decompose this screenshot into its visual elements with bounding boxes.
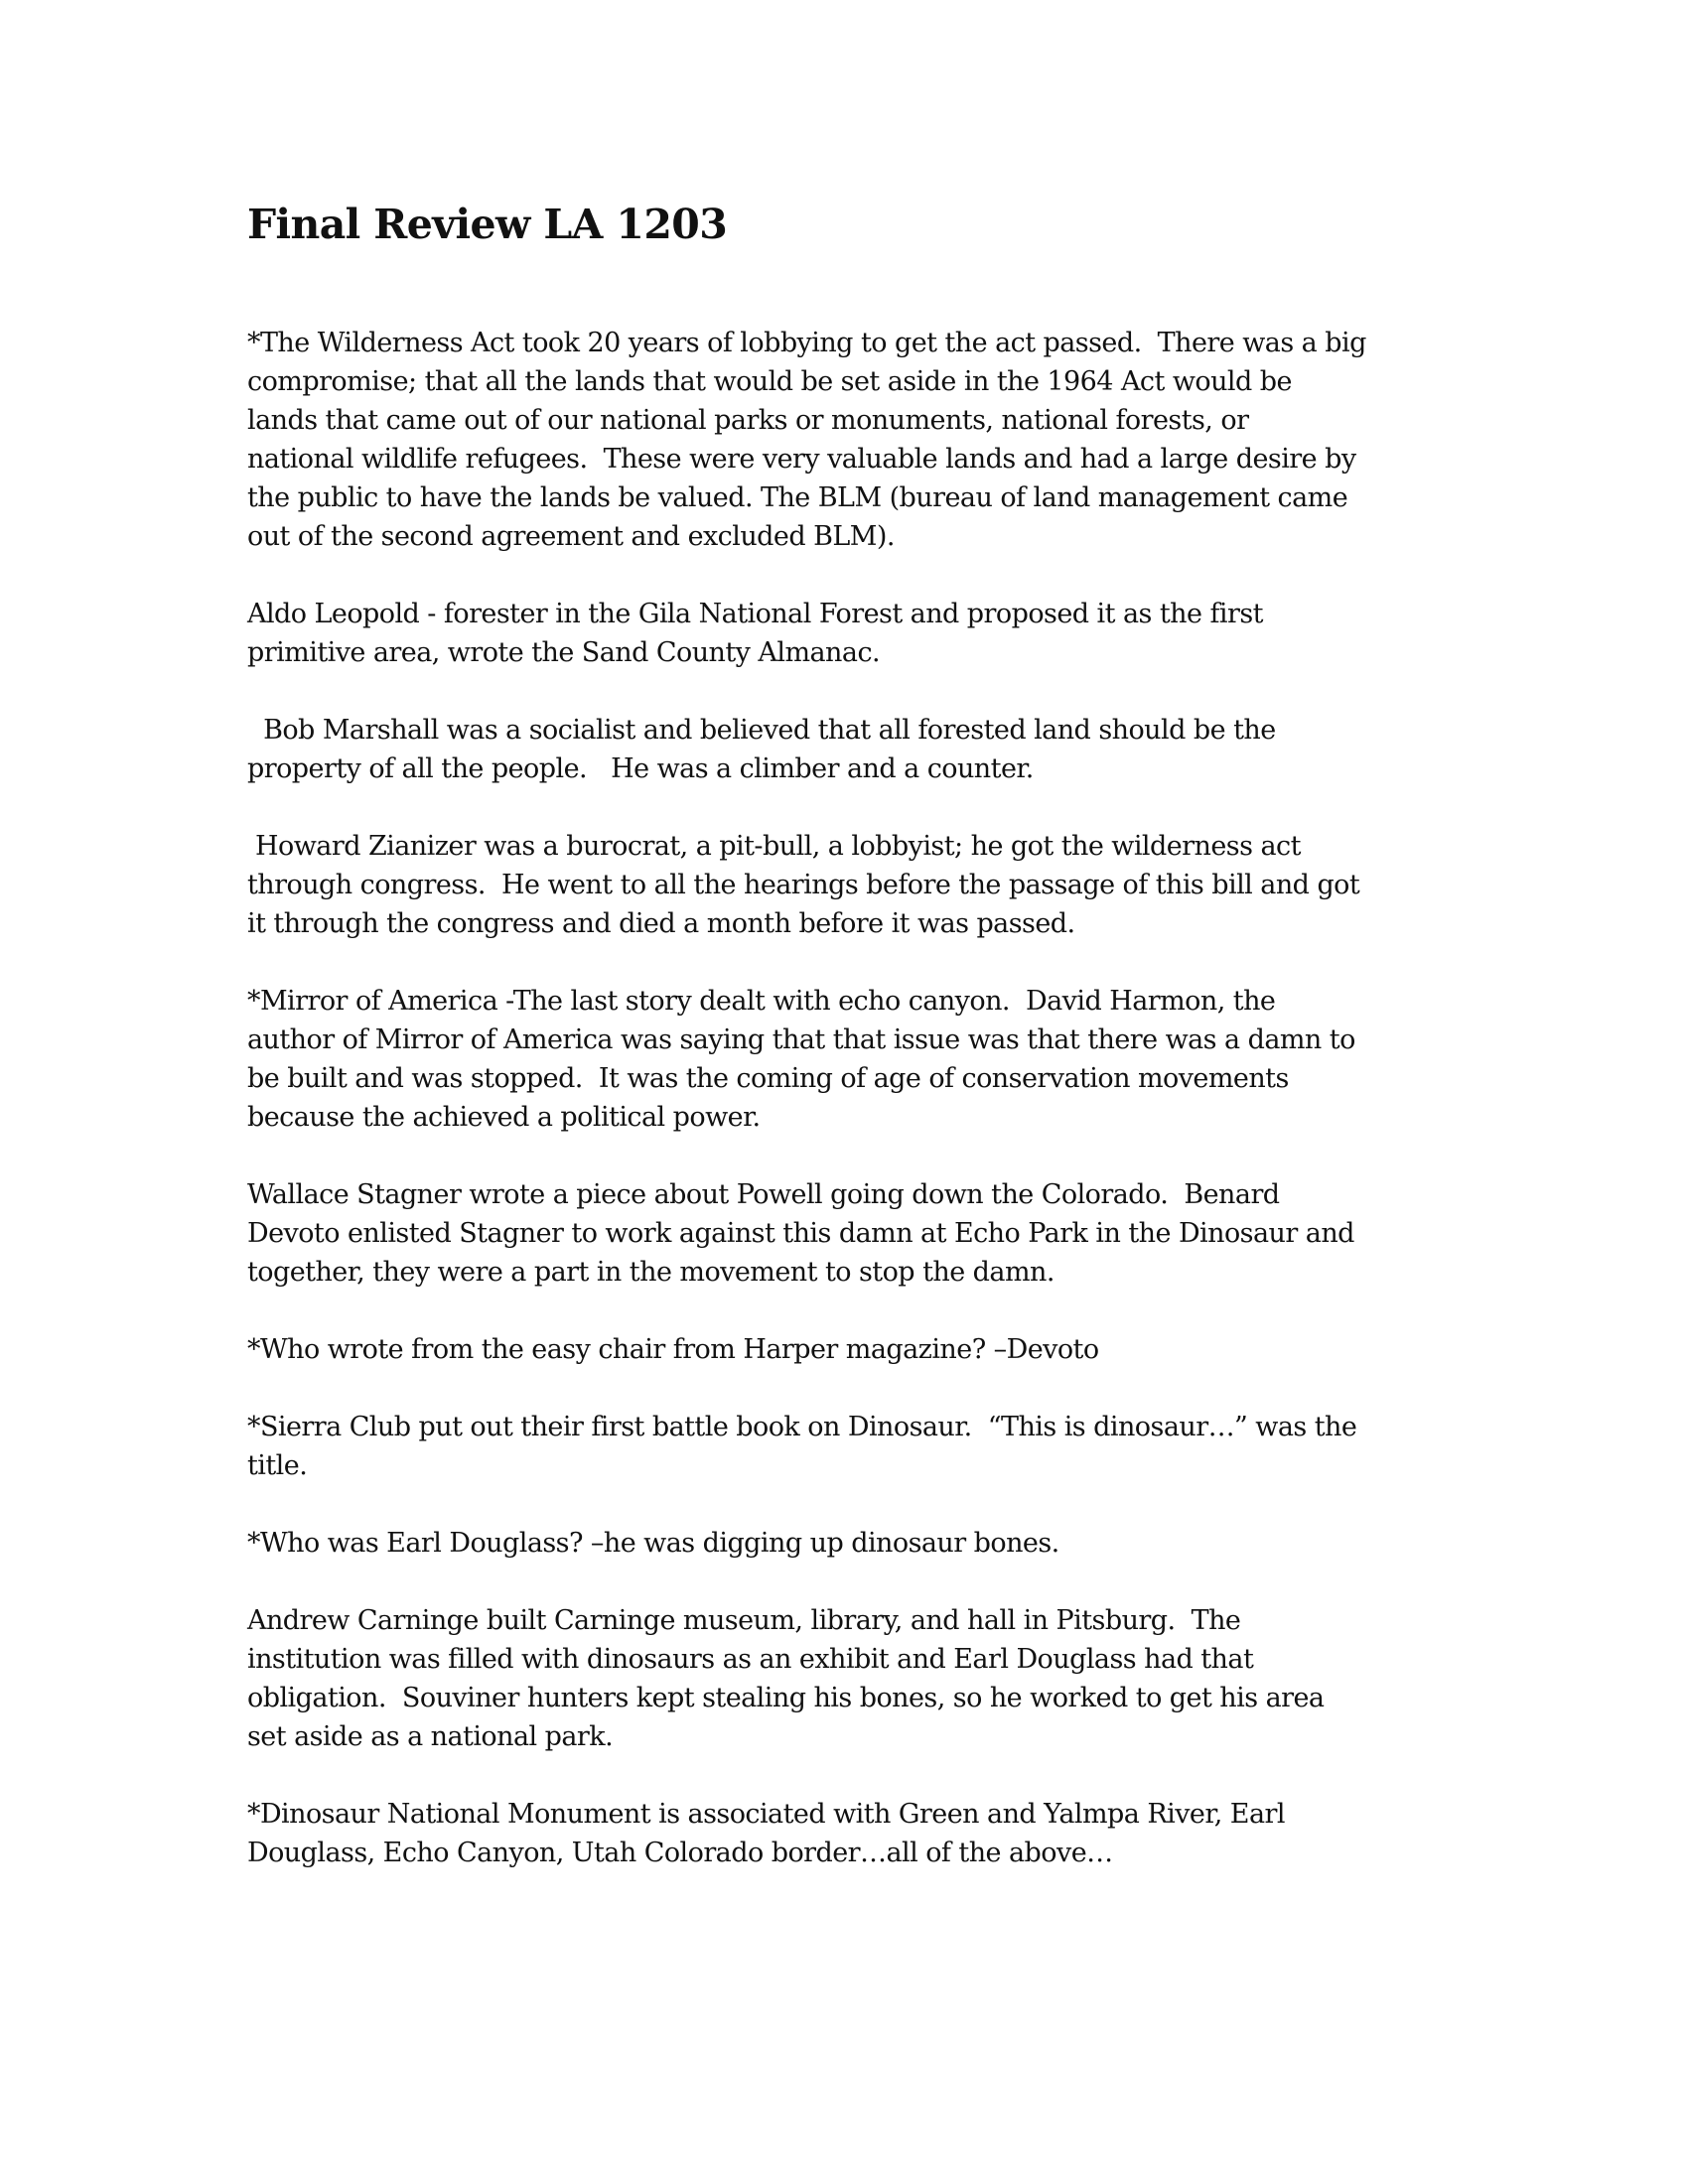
text-line: compromise; that all the lands that would be set aside in the 1964 Act would be bbox=[247, 366, 1292, 397]
text-line: *The Wilderness Act took 20 years of lobbying to get the act passed. There was a big bbox=[247, 328, 1366, 358]
text-line: Douglass, Echo Canyon, Utah Colorado border…all of the above… bbox=[247, 1838, 1113, 1868]
text-line: lands that came out of our national parks or monuments, national forests, or bbox=[247, 405, 1249, 436]
text-line: together, they were a part in the movement to stop the damn. bbox=[247, 1257, 1055, 1288]
text-line: primitive area, wrote the Sand County Almanac. bbox=[247, 637, 881, 668]
paragraph bbox=[247, 1330, 1449, 1369]
paragraph bbox=[247, 1175, 1449, 1292]
text-line: set aside as a national park. bbox=[247, 1721, 614, 1752]
text-line: Wallace Stagner wrote a piece about Powell going down the Colorado. Benard bbox=[247, 1179, 1280, 1210]
text-line: Bob Marshall was a socialist and believed that all forested land should be the bbox=[247, 715, 1276, 746]
text-line: *Who was Earl Douglass? –he was digging up dinosaur bones. bbox=[247, 1528, 1059, 1559]
text-line: Howard Zianizer was a burocrat, a pit-bull, a lobbyist; he got the wilderness act bbox=[247, 831, 1301, 862]
text-line: out of the second agreement and excluded BLM). bbox=[247, 521, 895, 552]
text-line: through congress. He went to all the hearings before the passage of this bill and got bbox=[247, 870, 1360, 900]
text-line: be built and was stopped. It was the coming of age of conservation movements bbox=[247, 1063, 1289, 1094]
paragraph bbox=[247, 1524, 1449, 1563]
paragraph bbox=[247, 324, 1449, 556]
paragraph bbox=[247, 1795, 1449, 1872]
document-title: Final Review LA 1203 bbox=[247, 201, 728, 248]
paragraph bbox=[247, 827, 1449, 943]
text-line: author of Mirror of America was saying that that issue was that there was a damn to bbox=[247, 1024, 1355, 1055]
text-line: *Who wrote from the easy chair from Harper magazine? –Devoto bbox=[247, 1334, 1099, 1365]
text-line: Aldo Leopold - forester in the Gila National Forest and proposed it as the first bbox=[247, 599, 1263, 629]
text-line: Andrew Carninge built Carninge museum, library, and hall in Pitsburg. The bbox=[247, 1605, 1241, 1636]
paragraph bbox=[247, 595, 1449, 672]
text-line: title. bbox=[247, 1450, 308, 1481]
paragraph bbox=[247, 711, 1449, 788]
text-line: Devoto enlisted Stagner to work against this damn at Echo Park in the Dinosaur and bbox=[247, 1218, 1354, 1249]
text-line: obligation. Souviner hunters kept stealing his bones, so he worked to get his area bbox=[247, 1683, 1325, 1713]
text-line: it through the congress and died a month before it was passed. bbox=[247, 908, 1075, 939]
paragraph bbox=[247, 982, 1449, 1137]
paragraph bbox=[247, 1601, 1449, 1756]
document-body bbox=[247, 324, 1449, 1911]
text-line: *Mirror of America -The last story dealt with echo canyon. David Harmon, the bbox=[247, 986, 1276, 1017]
paragraph bbox=[247, 1408, 1449, 1485]
text-line: property of all the people. He was a climber and a counter. bbox=[247, 753, 1034, 784]
text-line: national wildlife refugees. These were very valuable lands and had a large desire by bbox=[247, 444, 1356, 475]
text-line: institution was filled with dinosaurs as an exhibit and Earl Douglass had that bbox=[247, 1644, 1254, 1675]
text-line: *Dinosaur National Monument is associated with Green and Yalmpa River, Earl bbox=[247, 1799, 1285, 1830]
text-line: because the achieved a political power. bbox=[247, 1102, 761, 1133]
text-line: the public to have the lands be valued. The BLM (bureau of land management came bbox=[247, 482, 1348, 513]
text-line: *Sierra Club put out their first battle book on Dinosaur. “This is dinosaur…” was the bbox=[247, 1412, 1357, 1442]
